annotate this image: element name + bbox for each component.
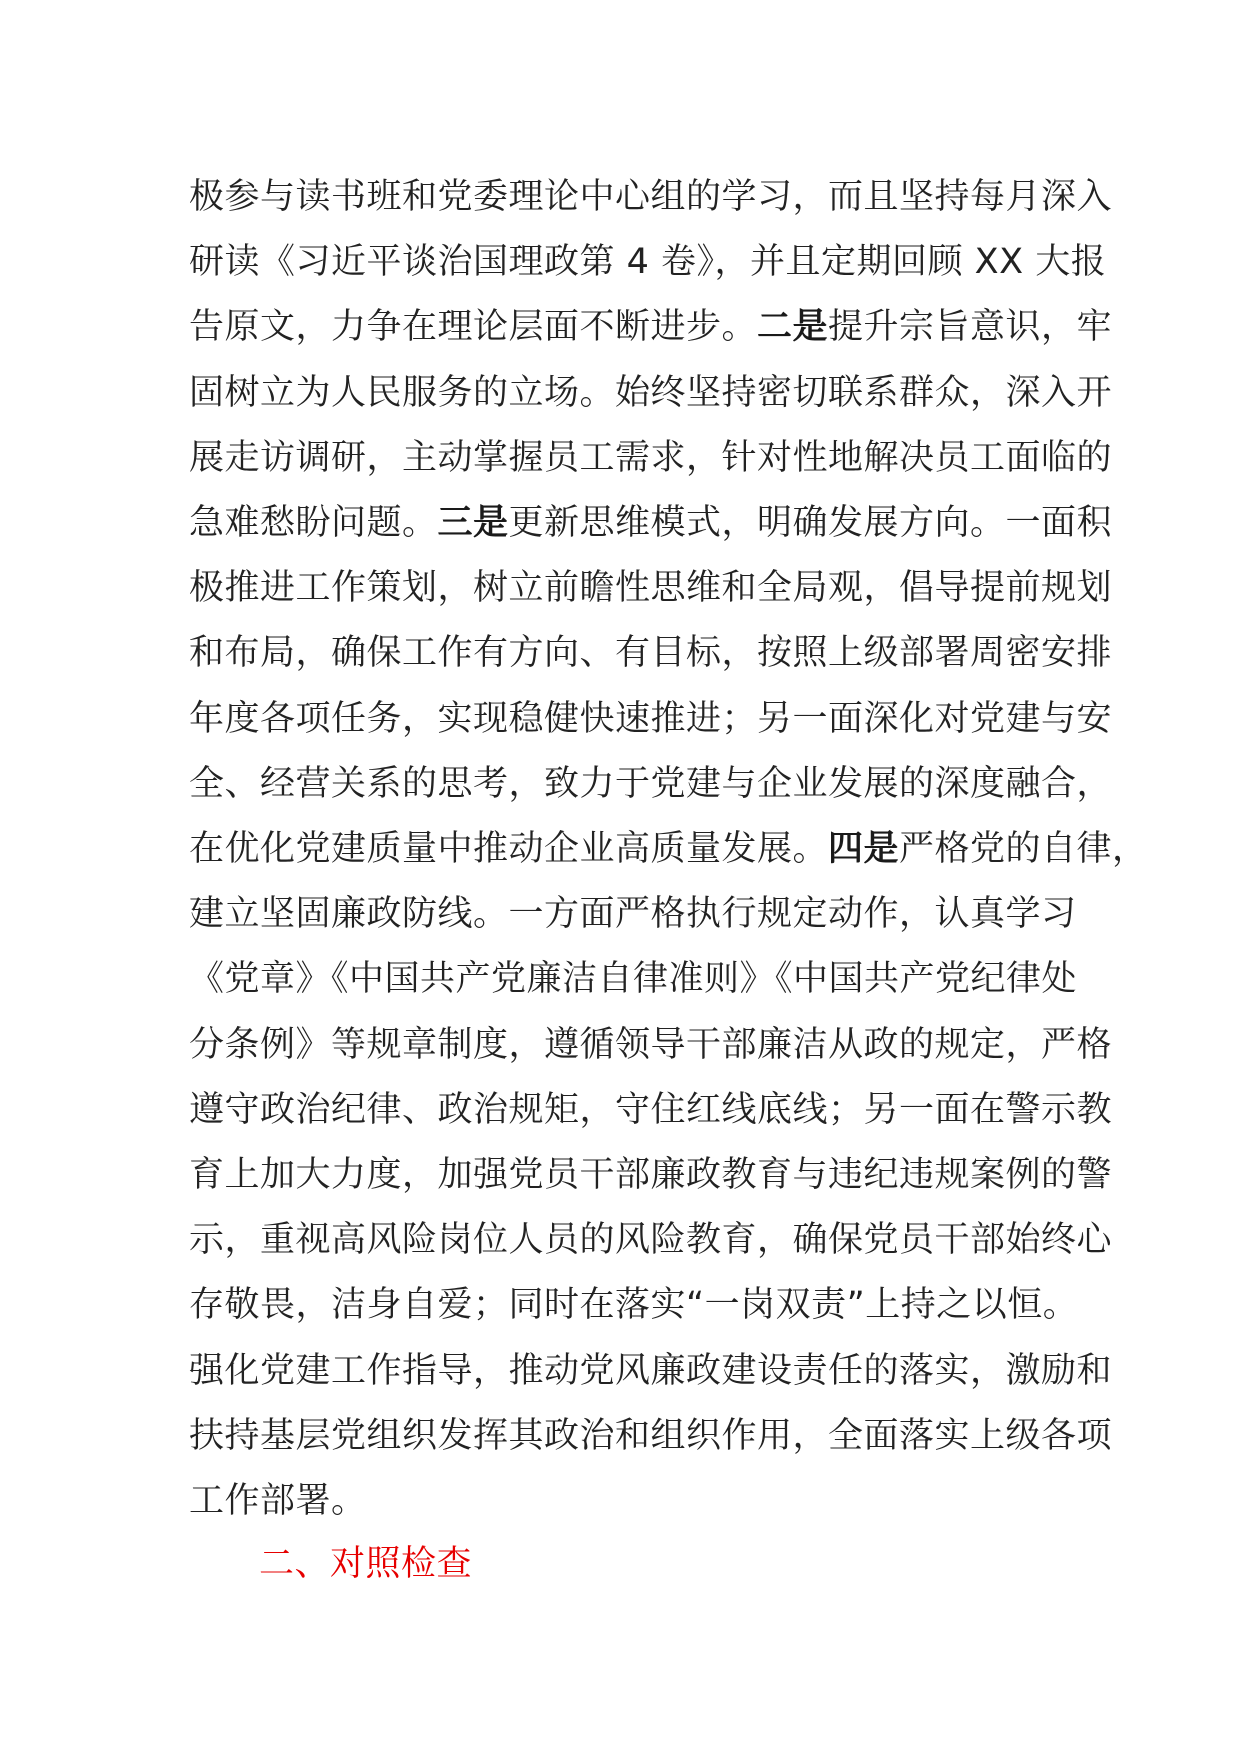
- text-line: [189, 817, 1148, 882]
- bold-ordinal-label: 四是: [828, 829, 900, 870]
- text-line: [189, 556, 1113, 621]
- text-line: [189, 1273, 1079, 1338]
- text-run: 《党章》《中国共产党廉洁自律准则》《中国共产党纪律处: [189, 959, 1078, 1000]
- text-run: 严格党的自律，: [899, 829, 1148, 870]
- text-run: 更新思维模式，明确发展方向。一面积: [508, 503, 1113, 544]
- bold-ordinal-label: 三是: [437, 503, 509, 544]
- body-paragraph: [189, 165, 1148, 1534]
- text-line: [189, 165, 1113, 230]
- text-line: [189, 491, 1113, 556]
- text-line: [189, 295, 1113, 360]
- text-run: 提升宗旨意识，牢: [828, 307, 1113, 348]
- text-line: [189, 1469, 1069, 1534]
- text-run: 分条例》等规章制度，遵循领导干部廉洁从政的规定，严格: [189, 1024, 1113, 1065]
- text-run: 急难愁盼问题。: [189, 503, 438, 544]
- text-run: 扶持基层党组织发挥其政治和组织作用，全面落实上级各项: [189, 1415, 1113, 1456]
- text-line: [189, 426, 1113, 491]
- text-line: [189, 230, 1107, 295]
- text-run: 极参与读书班和党委理论中心组的学习，而且坚持每月深入: [189, 177, 1113, 217]
- text-line: [189, 1078, 1113, 1143]
- document-body: [189, 165, 1148, 1534]
- text-line: [189, 361, 1113, 426]
- text-run: 建立坚固廉政防线。一方面严格执行规定动作，认真学习: [189, 894, 1077, 935]
- text-run: 工作部署。: [189, 1481, 367, 1522]
- section-heading: 二、对照检查: [259, 1544, 473, 1584]
- text-line: [189, 752, 1113, 817]
- text-run: 固树立为人民服务的立场。始终坚持密切联系群众，深入开: [189, 372, 1113, 413]
- bold-ordinal-label: 二是: [757, 307, 829, 348]
- text-line: [189, 1143, 1113, 1208]
- text-run: 极推进工作策划，树立前瞻性思维和全局观，倡导提前规划: [189, 568, 1113, 609]
- text-line: [189, 687, 1113, 752]
- text-run: 告原文，力争在理论层面不断进步。: [189, 307, 758, 348]
- text-run: 育上加大力度，加强党员干部廉政教育与违纪违规案例的警: [189, 1155, 1113, 1196]
- text-line: [189, 1208, 1113, 1273]
- text-line: [189, 947, 1078, 1012]
- text-line: [189, 621, 1113, 686]
- text-run: 全、经营关系的思考，致力于党建与企业发展的深度融合，: [189, 763, 1113, 804]
- text-line: [189, 882, 1077, 947]
- text-run: 在优化党建质量中推动企业高质量发展。: [189, 829, 829, 870]
- text-line: [189, 1404, 1113, 1469]
- text-line: [189, 1013, 1113, 1078]
- text-run: 示，重视高风险岗位人员的风险教育，确保党员干部始终心: [189, 1220, 1113, 1261]
- text-run: 强化党建工作指导，推动党风廉政建设责任的落实，激励和: [189, 1350, 1113, 1391]
- text-run: 年度各项任务，实现稳健快速推进；另一面深化对党建与安: [189, 698, 1113, 739]
- text-line: [189, 1339, 1113, 1404]
- text-run: 和布局，确保工作有方向、有目标，按照上级部署周密安排: [189, 633, 1113, 674]
- text-run: 存敬畏，洁身自爱；同时在落实“一岗双责”上持之以恒。: [189, 1285, 1079, 1326]
- text-run: 研读《习近平谈治国理政第 4 卷》，并且定期回顾 XX 大报: [189, 242, 1107, 283]
- text-run: 展走访调研，主动掌握员工需求，针对性地解决员工面临的: [189, 437, 1113, 478]
- text-run: 遵守政治纪律、政治规矩，守住红线底线；另一面在警示教: [189, 1089, 1113, 1130]
